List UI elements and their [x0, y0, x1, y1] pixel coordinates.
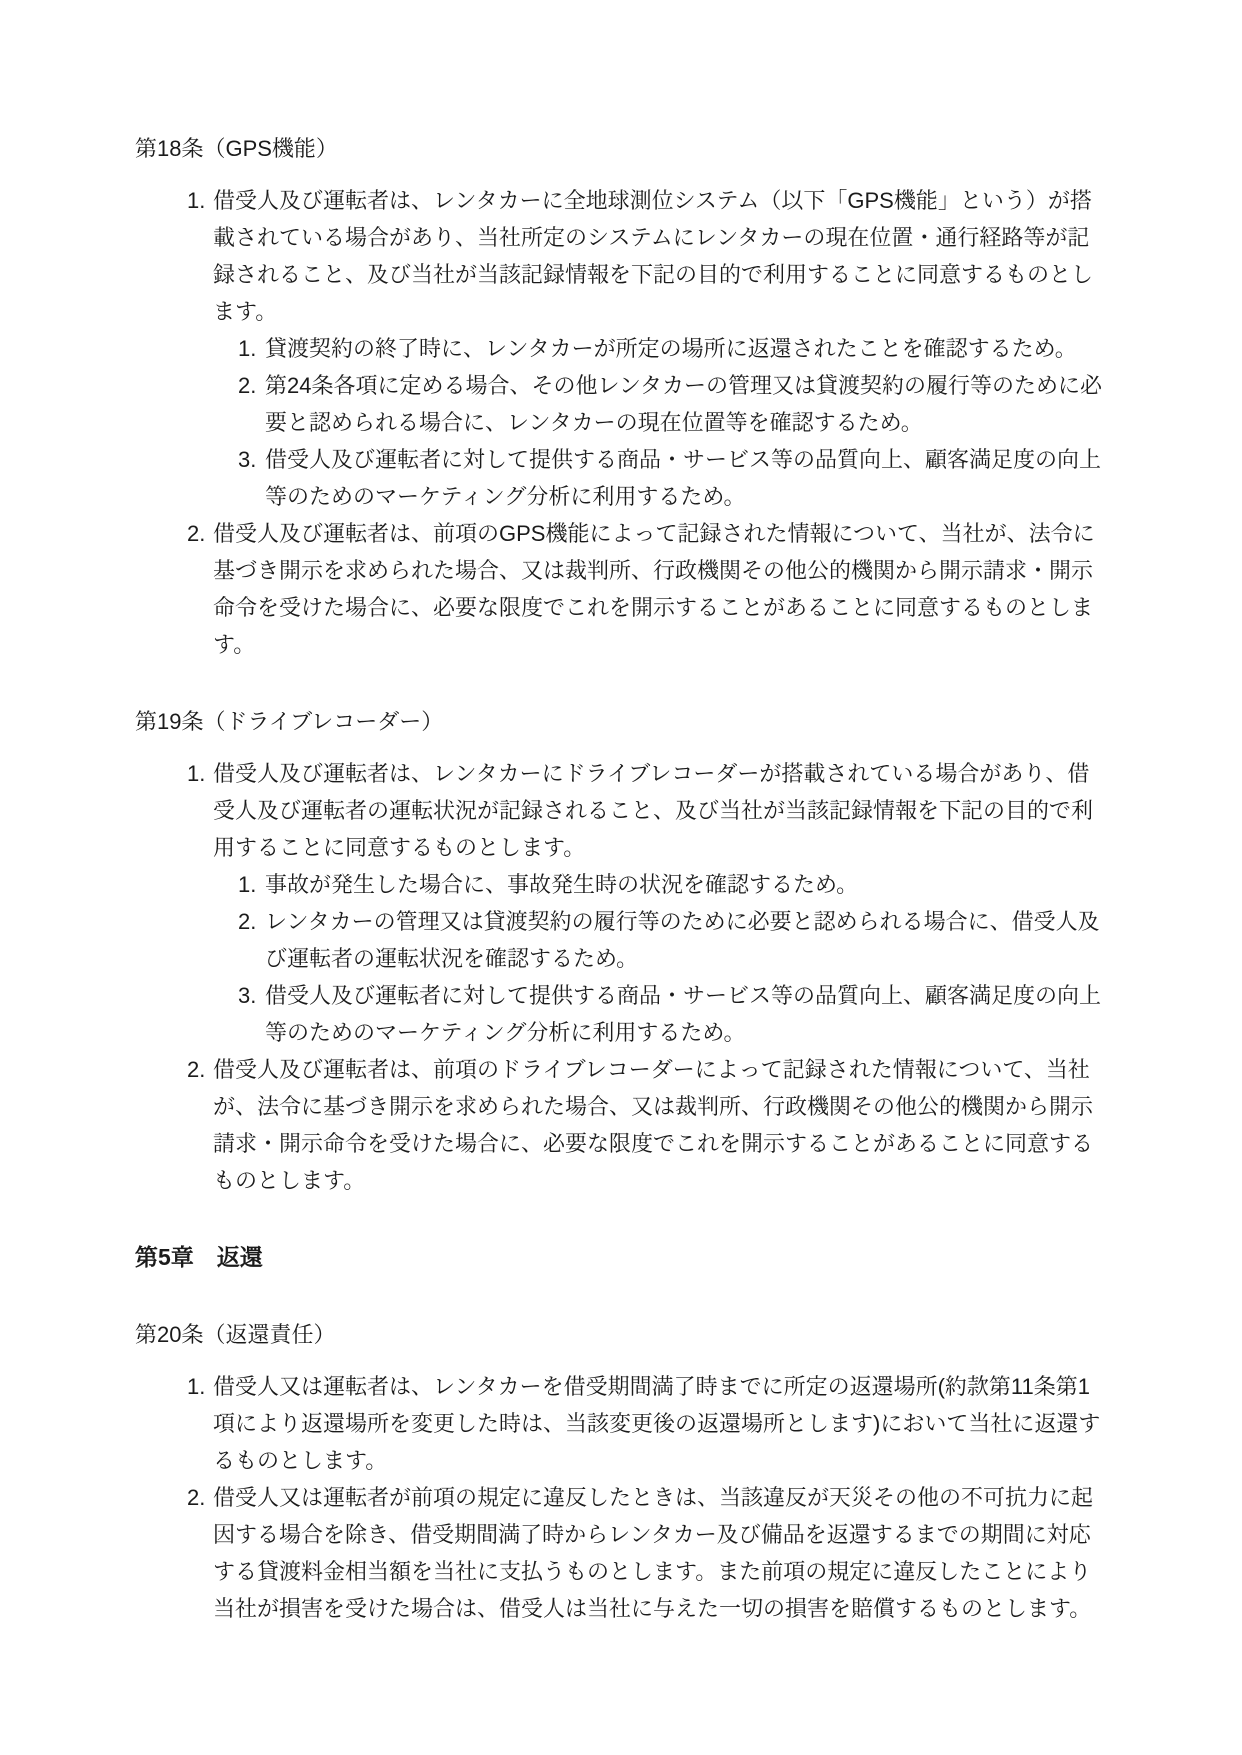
- list-item: [187, 182, 1107, 515]
- list-item-text: 借受人又は運転者は、レンタカーを借受期間満了時までに所定の返還場所(約款第11条第1項により返還場所を変更した時は、当該変更後の返還場所とします)において当社に返還するものとします。: [213, 1374, 1101, 1473]
- article-heading-20: 第20条（返還責任）: [135, 1322, 336, 1347]
- article-return-responsibility: [135, 1316, 1107, 1627]
- sublist-item-number: 1.: [238, 872, 257, 897]
- sublist-item: [238, 441, 1107, 515]
- list-item: [187, 1479, 1107, 1627]
- sublist: [238, 330, 1107, 515]
- sublist-item-number: 2.: [238, 373, 257, 398]
- sublist-item: [238, 330, 1107, 367]
- list-item-text: 借受人及び運転者は、レンタカーに全地球測位システム（以下「GPS機能」という）が搭載されている場合があり、当社所定のシステムにレンタカーの現在位置・通行経路等が記録されること、及び当社が当該記録情報を下記の目的で利用することに同意するものとします。: [213, 188, 1094, 324]
- article-19-list: [187, 755, 1107, 1199]
- list-item: [187, 1368, 1107, 1479]
- sublist-item-text: 借受人及び運転者に対して提供する商品・サービス等の品質向上、顧客満足度の向上等のためのマーケティング分析に利用するため。: [265, 447, 1102, 509]
- sublist-item-text: 第24条各項に定める場合、その他レンタカーの管理又は貸渡契約の履行等のために必要と認められる場合に、レンタカーの現在位置等を確認するため。: [265, 373, 1103, 435]
- list-item-number: 2.: [187, 1485, 206, 1510]
- sublist-item-text: 貸渡契約の終了時に、レンタカーが所定の場所に返還されたことを確認するため。: [265, 336, 1077, 361]
- sublist-item-number: 2.: [238, 909, 257, 934]
- sublist-item-text: レンタカーの管理又は貸渡契約の履行等のために必要と認められる場合に、借受人及び運転者の運転状況を確認するため。: [265, 909, 1100, 971]
- list-item: [187, 1051, 1107, 1199]
- article-20-list: [187, 1368, 1107, 1627]
- sublist-item-text: 借受人及び運転者に対して提供する商品・サービス等の品質向上、顧客満足度の向上等のためのマーケティング分析に利用するため。: [265, 983, 1102, 1045]
- sublist-item-text: 事故が発生した場合に、事故発生時の状況を確認するため。: [265, 872, 859, 897]
- sublist-item: [238, 903, 1107, 977]
- article-gps: [135, 130, 1107, 663]
- article-18-list: [187, 182, 1107, 663]
- list-item: [187, 755, 1107, 1051]
- list-item-text: 借受人及び運転者は、前項のドライブレコーダーによって記録された情報について、当社が、法令に基づき開示を求められた場合、又は裁判所、行政機関その他公的機関から開示請求・開示命令を受けた場合に、必要な限度でこれを開示することがあることに同意するものとします。: [213, 1057, 1094, 1193]
- list-item: [187, 515, 1107, 663]
- sublist-item-number: 3.: [238, 447, 257, 472]
- list-item-text: 借受人及び運転者は、レンタカーにドライブレコーダーが搭載されている場合があり、借受人及び運転者の運転状況が記録されること、及び当社が当該記録情報を下記の目的で利用することに同意するものとします。: [213, 761, 1094, 860]
- article-heading-19: 第19条（ドライブレコーダー）: [135, 709, 444, 734]
- article-heading-18: 第18条（GPS機能）: [135, 136, 338, 161]
- sublist-item-number: 1.: [238, 336, 257, 361]
- sublist-item-number: 3.: [238, 983, 257, 1008]
- list-item-text: 借受人及び運転者は、前項のGPS機能によって記録された情報について、当社が、法令に基づき開示を求められた場合、又は裁判所、行政機関その他公的機関から開示請求・開示命令を受けた場合に、必要な限度でこれを開示することがあることに同意するものとします。: [213, 521, 1095, 657]
- list-item-number: 2.: [187, 1057, 206, 1082]
- list-item-text: 借受人又は運転者が前項の規定に違反したときは、当該違反が天災その他の不可抗力に起因する場合を除き、借受期間満了時からレンタカー及び備品を返還するまでの期間に対応する貸渡料金相当額を当社に支払うものとします。また前項の規定に違反したことにより当社が損害を受けた場合は、借受人は当社に与えた一切の損害を賠償するものとします。: [213, 1485, 1094, 1621]
- chapter-heading-5: 第5章 返還: [135, 1244, 263, 1270]
- list-item-number: 1.: [187, 188, 206, 213]
- sublist: [238, 866, 1107, 1051]
- sublist-item: [238, 977, 1107, 1051]
- sublist-item: [238, 367, 1107, 441]
- sublist-item: [238, 866, 1107, 903]
- list-item-number: 1.: [187, 1374, 206, 1399]
- article-drive-recorder: [135, 703, 1107, 1199]
- list-item-number: 2.: [187, 521, 206, 546]
- list-item-number: 1.: [187, 761, 206, 786]
